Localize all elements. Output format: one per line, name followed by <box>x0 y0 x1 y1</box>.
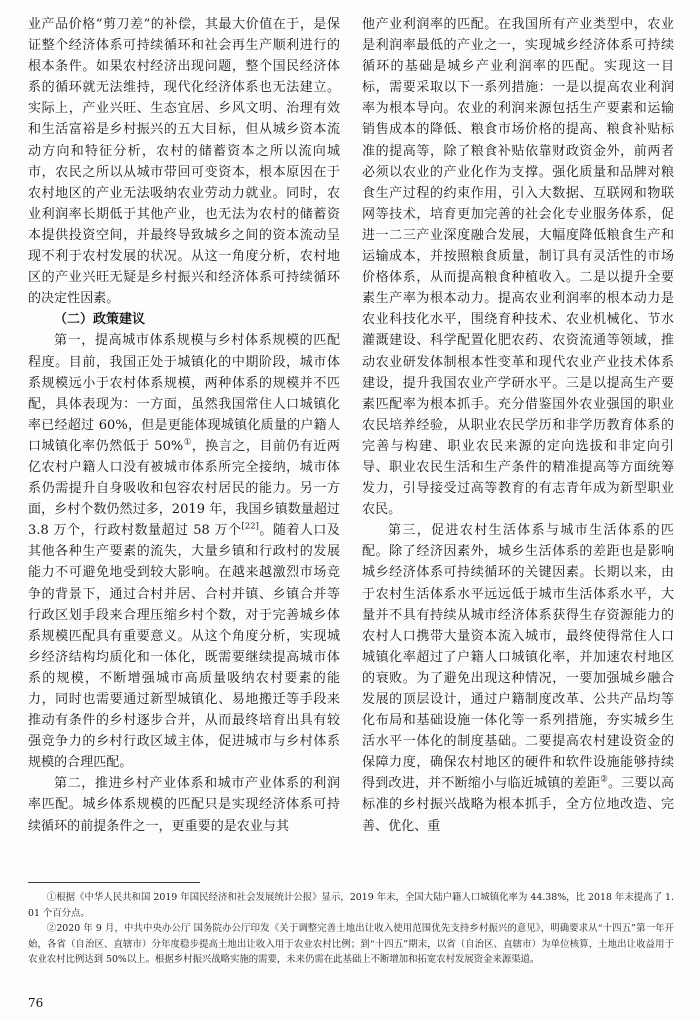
footnote-separator-rule <box>28 882 200 883</box>
section-heading: （二）政策建议 <box>54 312 146 328</box>
paragraph-recommendation-one <box>28 330 340 773</box>
paragraph-recommendation-two-continued: 他产业利润率的匹配。在我国所有产业类型中，农业是利润率最低的产业之一，实现城乡经济体系可持续循环的基础是城乡产业利润率的匹配。实现这一目标，需要采取以下一系列措施：一是以提高农业利润率为根本导向。农业的利润来源包括生产要素和运输销售成本的降低、粮食市场价格的提高、粮食补贴标准的提高等，除了粮食补贴依靠财政资金外，前两者必须以农业的产业化作为支撑。强化质量和品牌对粮食生产过程的约束作用，引入大数据、互联网和物联网等技术，培育更加完善的社会化专业服务体系，促进一二三产业深度融合发展，大幅度降低粮食生产和运输成本，并按照粮食质量，制订具有灵活性的市场价格体系，从而提高粮食种植收入。二是以提升全要素生产率为根本动力。提高农业利润率的根本动力是农业科技化水平，围绕育种技术、农业机械化、节水灌溉建设、科学配置化肥农药、农资流通等领域，推动农业研发体制根本性变革和现代农业产业技术体系建设，提升我国农业产学研水平。三是以提高生产要素匹配率为根本抓手。充分借鉴国外农业强国的职业农民培养经验，从职业农民学历和非学历教育体系的完善与构建、职业农民来源的定向选拔和非定向引导、职业农民生活和生产条件的精准提高等方面统筹发力，引导接受过高等教育的有志青年成为新型职业农民。 <box>362 17 674 518</box>
footnote-marker-1[interactable]: ① <box>183 436 192 447</box>
paragraph-recommendation-two-start: 第二，推进乡村产业体系和城市产业体系的利润率匹配。城乡体系规模的匹配只是实现经济体系可持续循环的前提条件之一，更重要的是农业与其 <box>28 776 340 834</box>
paragraph-recommendation-three <box>362 520 674 836</box>
paragraph-text-part-1: 第一，提高城市体系规模与乡村体系规模的匹配程度。目前，我国正处于城镇化的中期阶段，城市体系规模远小于农村体系规模，两种体系的规模并不匹配，具体表现为：一方面，虽然我国常住人口城镇化率已经超过 60%，但是更能体现城镇化质量的户籍人口城镇化率仍然低于 50% <box>28 333 340 454</box>
footnote-2 <box>28 921 674 968</box>
footnote-1 <box>28 890 674 921</box>
footnote-2-marker: ② <box>46 923 57 935</box>
two-column-body <box>28 14 674 876</box>
paragraph-text-part-3: 。随着人口及其他各种生产要素的流失，大量乡镇和行政村的发展能力不可避免地受到较大影响。在越来越激烈市场竞争的背景下，通过合村并居、合村并镇、乡镇合并等行政区划手段来合理压缩乡村个数，对于完善城乡体系规模匹配具有重要意义。从这个角度分析，实现城乡经济结构均质化和一体化，既需要继续提高城市体系的规模，不断增强城市高质量吸纳农村要素的能力，同时也需要通过新型城镇化、易地搬迁等手段来推动有条件的乡村逐步合并，从而最终培育出具有较强竞争力的乡村行政区域主体，促进城市与乡村体系规模的合理匹配。 <box>28 523 340 771</box>
footnote-1-marker: ① <box>46 892 57 903</box>
paragraph-text-part-2: 。三要以高标准的乡村振兴战略为根本抓手，全方位地改造、完善、优化、重 <box>362 776 674 834</box>
page-number: 76 <box>28 996 44 1010</box>
footnote-1-text: 根据《中华人民共和国 2019 年国民经济和社会发展统计公报》显示，2019 年末，全国大陆户籍人口城镇化率为 44.38%，比 2018 年末提高了 1.01 个百分点。 <box>28 892 674 919</box>
reference-marker-22[interactable]: [22] <box>241 520 259 531</box>
right-column <box>362 14 674 876</box>
paragraph-text-part-1: 第三，促进农村生活体系与城市生活体系的匹配。除了经济因素外，城乡生活体系的差距也是影响城乡经济体系可持续循环的关键因素。长期以来，由于农村生活体系水平远远低于城市生活体系水平，大量并不具有持续从城市经济体系获得生存资源能力的农村人口携带大量资本流入城市，最终使得常住人口城镇化率超过了户籍人口城镇化率，并加速农村地区的衰败。为了避免出现这种情况，一要加强城乡融合发展的顶层设计，通过户籍制度改革、公共产品均等化布局和基础设施一体化等一系列措施，夯实城乡生活水平一体化的制度基础。二要提高农村建设资金的保障力度，确保农村地区的硬件和软件设施能够持续得到改进，并不断缩小与临近城镇的差距 <box>362 523 674 792</box>
left-column <box>28 14 340 876</box>
footnote-area <box>28 882 674 968</box>
paragraph-continuation: 业产品价格“剪刀差”的补偿，其最大价值在于，是保证整个经济体系可持续循环和社会再生产顺利进行的根本条件。如果农村经济出现问题，整个国民经济体系的循环就无法维持，现代化经济体系也无法建立。实际上，产业兴旺、生态宜居、乡风文明、治理有效和生活富裕是乡村振兴的五大目标，但从城乡资本流动方向和特征分析，农村的储蓄资本之所以流向城市，农民之所以从城市带回可变资本，根本原因在于农村地区的产业无法吸纳农业劳动力就业。同时，农业利润率长期低于其他产业，也无法为农村的储蓄资本提供投资空间，并最终导致城乡之间的资本流动呈现不利于农村发展的状况。从这一角度分析，农村地区的产业兴旺无疑是乡村振兴和经济体系可持续循环的决定性因素。 <box>28 17 340 307</box>
paragraph-text-part-2: ，换言之，目前仍有近两亿农村户籍人口没有被城市体系所完全接纳，城市体系仍需提升自身吸收和包容农村居民的能力。另一方面，乡村个数仍然过多，2019 年，我国乡镇数量超过 3.8 万个，行政村数量超过 58 万个 <box>28 438 340 539</box>
footnote-2-text: 2020 年 9 月，中共中央办公厅 国务院办公厅印发《关于调整完善土地出让收入使用范围优先支持乡村振兴的意见》，明确要求从“十四五”第一年开始，各省（自治区、直辖市）分年度稳步提高土地出让收入用于农业农村比例；到“十四五”期末，以省（自治区、直辖市）为单位核算，土地出让收益用于农业农村比例达到 50%以上。根据乡村振兴战略实施的需要，未来仍需在此基础上不断增加和拓宽农村发展资金来源渠道。 <box>28 923 674 966</box>
footnote-marker-2[interactable]: ② <box>600 774 608 785</box>
